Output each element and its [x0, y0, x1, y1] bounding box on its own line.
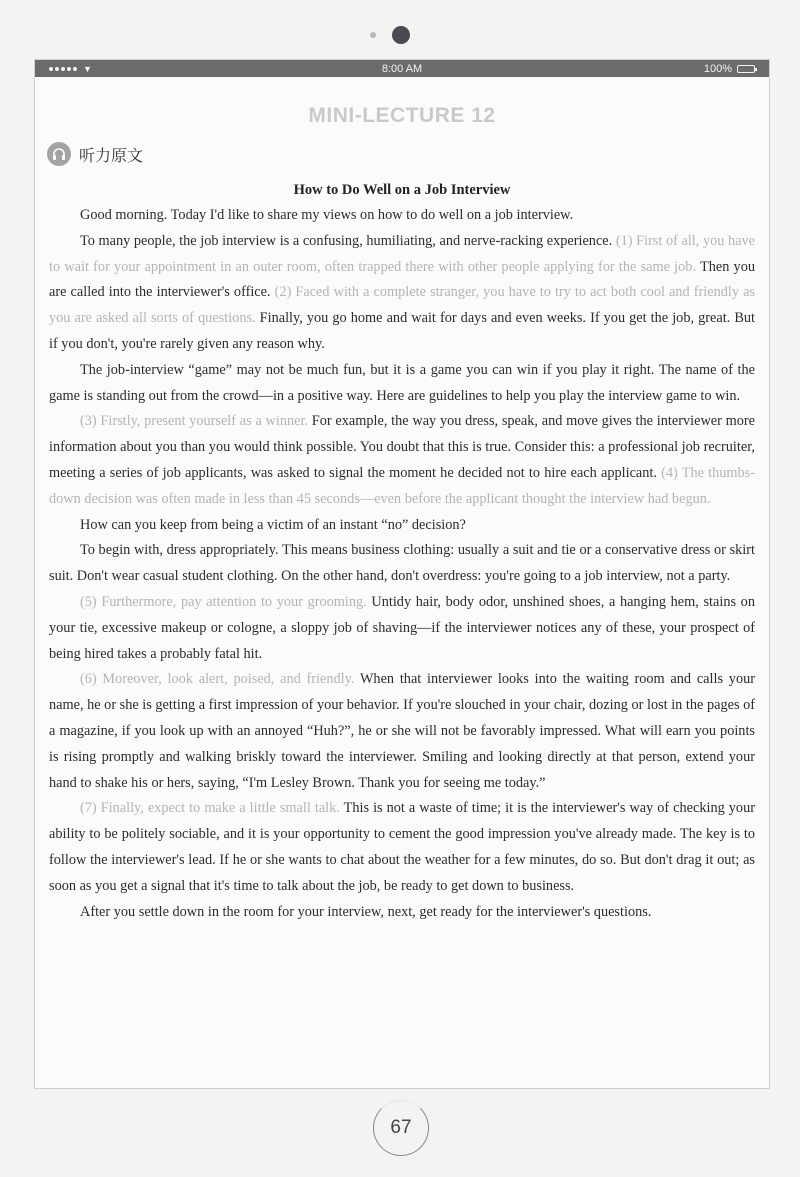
paragraph	[49, 796, 755, 899]
article	[35, 182, 769, 925]
section-label: 听力原文	[79, 145, 144, 165]
paragraph-text: Then you are called into the interviewer's office.	[49, 258, 756, 301]
answer-sentence: (3) Firstly, present yourself as a winner.	[80, 413, 309, 430]
answer-sentence: (4) The thumbs-down decision was often made in less than 45 seconds—even before the applicant thought the interview had begun.	[49, 464, 755, 507]
article-title: How to Do Well on a Job Interview	[293, 182, 511, 198]
status-bar	[35, 60, 769, 77]
paragraph	[49, 229, 755, 358]
status-right	[704, 63, 755, 75]
answer-sentence: (7) Finally, expect to make a little small talk.	[80, 800, 340, 817]
camera-sensor-icon	[370, 32, 376, 38]
status-time: 8:00 AM	[381, 62, 423, 75]
paragraph	[49, 667, 755, 796]
paragraph	[49, 409, 755, 512]
lecture-title: MINI-LECTURE 12	[308, 104, 496, 127]
paragraph-text: For example, the way you dress, speak, and move gives the interviewer more information about you than you would think possible. You doubt that this is true. Consider this: a professional job recruiter, meeting a series of job applicants, was asked to signal the moment he decided not to hire each applicant.	[49, 413, 755, 481]
answer-sentence: (5) Furthermore, pay attention to your grooming.	[80, 593, 367, 610]
paragraph-text: To begin with, dress appropriately. This means business clothing: usually a suit and tie or a conservative dress or skirt suit. Don't wear casual student clothing. On the other hand, don't overdress: you're going to a job interview, not a party.	[49, 542, 755, 585]
battery-icon	[737, 65, 755, 73]
paragraph	[49, 358, 755, 410]
headphones-icon	[47, 142, 71, 166]
paragraph-text: Untidy hair, body odor, unshined shoes, a hanging hem, stains on your tie, excessive makeup or cologne, a sloppy job of shaving—if the interviewer notices any of these, your prospect of being hired takes a probably fatal hit.	[49, 593, 755, 662]
page-number: 67	[390, 1117, 412, 1138]
status-left	[49, 64, 92, 74]
paragraph-text: To many people, the job interview is a confusing, humiliating, and nerve-racking experience.	[80, 232, 616, 249]
paragraph-text: Finally, you go home and wait for days and even weeks. If you get the job, great. But if you don't, you're rarely given any reason why.	[49, 310, 755, 352]
answer-sentence: (2) Faced with a complete stranger, you have to try to act both cool and friendly as you are asked all sorts of questions.	[49, 284, 756, 327]
paragraph-text: After you settle down in the room for your interview, next, get ready for the interviewer's questions.	[80, 903, 652, 920]
paragraph-text: How can you keep from being a victim of an instant “no” decision?	[80, 516, 466, 533]
wifi-icon: ▼	[83, 63, 92, 74]
paragraph-text: This is not a waste of time; it is the interviewer's way of checking your ability to be politely sociable, and it is your opportunity to cement the good impression you've already made. The key is to follow the interviewer's lead. If he or she wants to chat about the weather for a few minutes, do so. But don't drag it out; as soon as you get a signal that it's time to talk about the job, be ready to get down to business.	[49, 800, 755, 894]
screen-frame	[34, 59, 770, 1089]
paragraph	[49, 900, 755, 926]
paragraph	[49, 513, 755, 539]
signal-dots-icon	[49, 67, 77, 71]
paragraph	[49, 538, 755, 590]
page-number-circle	[373, 1100, 429, 1156]
answer-sentence: (6) Moreover, look alert, poised, and friendly.	[80, 671, 355, 688]
section-header	[47, 142, 769, 166]
paragraph-text: When that interviewer looks into the waiting room and calls your name, he or she is getting a first impression of your behavior. If you're slouched in your chair, dozing or lost in the pages of a magazine, if you look up with an annoyed “Huh?”, he or she will not be favorably impressed. What will earn you points is rising promptly and walking briskly toward the interviewer. Smiling and looking directly at that person, extend your hand to shake his or hers, saying, “I'm Lesley Brown. Thank you for seeing me today.”	[49, 671, 755, 791]
article-body	[49, 203, 755, 925]
paragraph-text: Good morning. Today I'd like to share my views on how to do well on a job interview.	[80, 207, 574, 223]
answer-sentence: (1) First of all, you have to wait for your appointment in an outer room, often trapped there with other people applying for the same job.	[49, 232, 755, 275]
paragraph	[49, 590, 755, 667]
paragraph	[49, 203, 755, 229]
camera-icon	[392, 26, 410, 44]
battery-percent: 100%	[703, 62, 732, 75]
paragraph-text: The job-interview “game” may not be much fun, but it is a game you can win if you play it right. The name of the game is standing out from the crowd—in a positive way. Here are guidelines to help you play the interview game to win.	[49, 361, 755, 404]
page-number-badge	[373, 1100, 433, 1160]
